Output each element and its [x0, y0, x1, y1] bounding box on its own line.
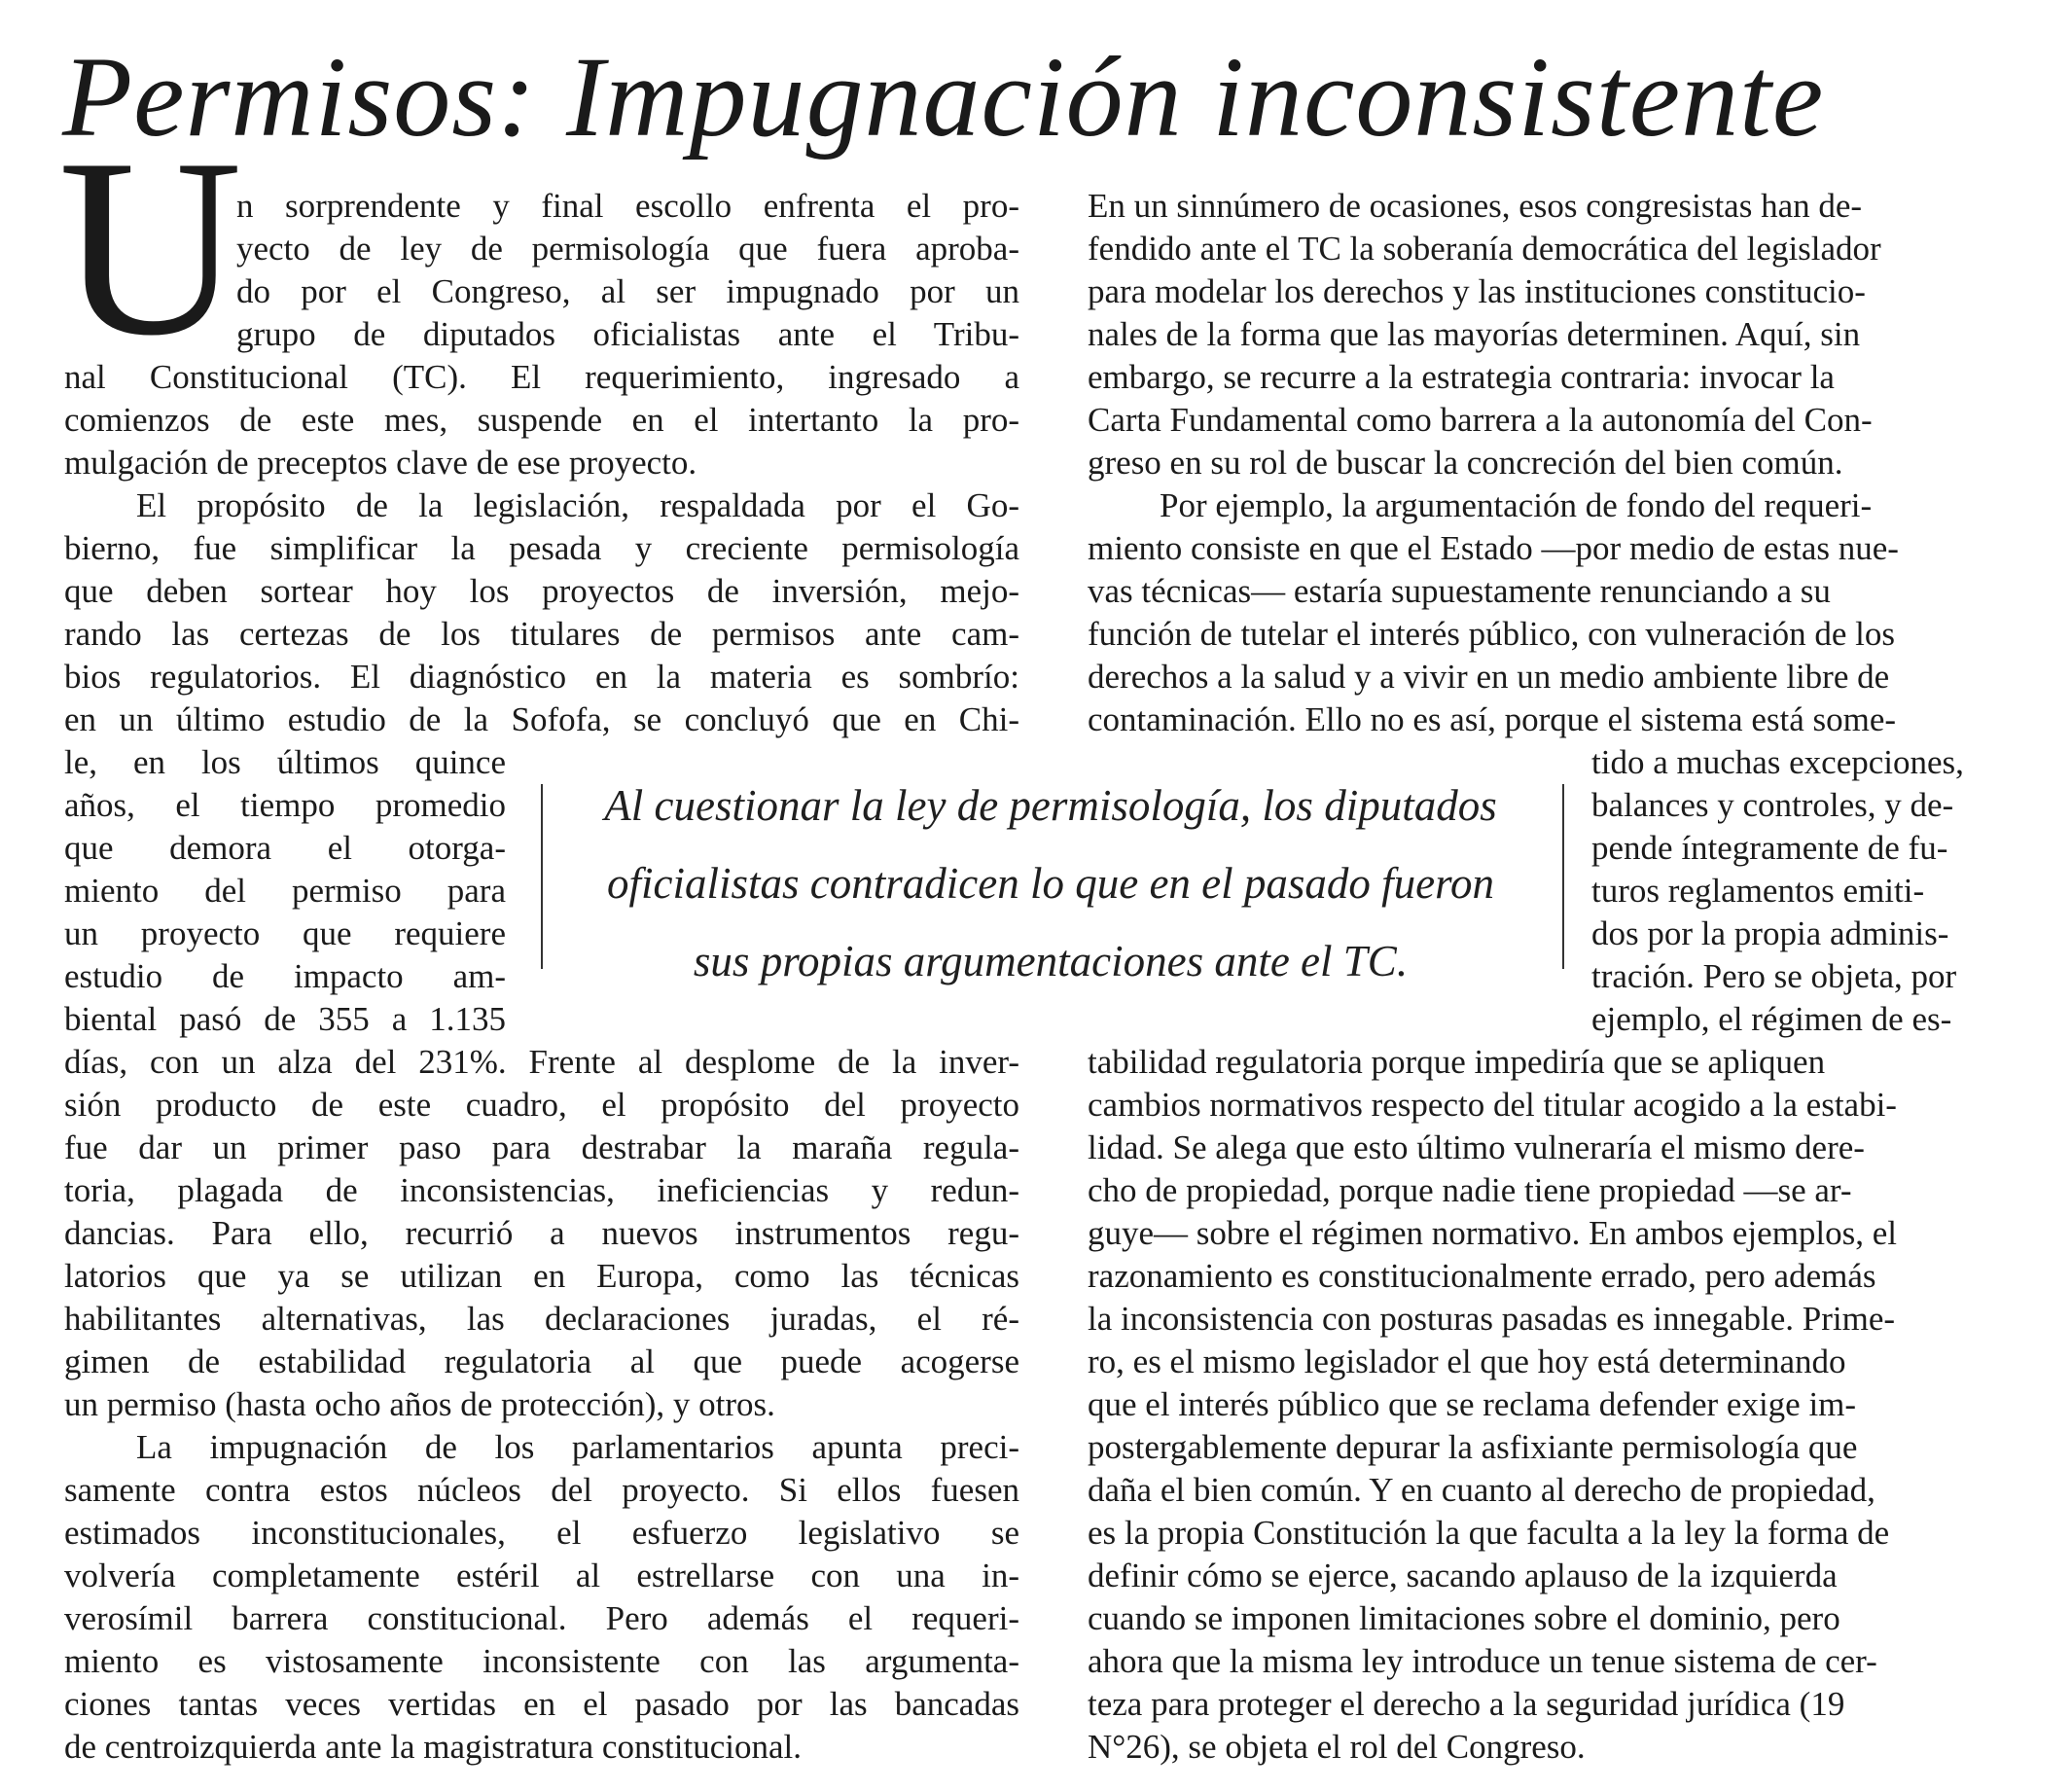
pull-quote-line: sus propias argumentaciones ante el TC.	[693, 937, 1409, 985]
text-line: latorios que ya se utilizan en Europa, como las técnicas	[64, 1257, 1019, 1295]
pull-quote-line: Al cuestionar la ley de permisología, los diputados	[604, 781, 1497, 830]
text-line: ro, es el mismo legislador el que hoy está determinando	[1088, 1342, 1846, 1380]
text-line: samente contra estos núcleos del proyecto. Si ellos fuesen	[64, 1471, 1019, 1509]
text-line: cho de propiedad, porque nadie tiene propiedad —se ar-	[1088, 1171, 1852, 1209]
text-line: teza para proteger el derecho a la seguridad jurídica (19	[1088, 1685, 1845, 1723]
text-line: gimen de estabilidad regulatoria al que puede acogerse	[64, 1342, 1019, 1380]
text-line: postergablemente depurar la asfixiante permisología que	[1088, 1428, 1858, 1466]
text-line: que deben sortear hoy los proyectos de inversión, mejo-	[64, 572, 1019, 610]
text-line: biental pasó de 355 a 1.135	[64, 1000, 506, 1038]
text-line: contaminación. Ello no es así, porque el sistema está some-	[1088, 700, 1897, 738]
text-line: dancias. Para ello, recurrió a nuevos instrumentos regu-	[64, 1214, 1019, 1252]
text-line: miento es vistosamente inconsistente con las argumenta-	[64, 1642, 1019, 1680]
text-line: dos por la propia adminis-	[1591, 914, 1949, 952]
text-line: cuando se imponen limitaciones sobre el dominio, pero	[1088, 1599, 1840, 1637]
text-line: yecto de ley de permisología que fuera aproba-	[236, 230, 1019, 268]
text-line: La impugnación de los parlamentarios apunta preci-	[136, 1428, 1019, 1466]
text-line: balances y controles, y de-	[1591, 786, 1954, 824]
text-line: un proyecto que requiere	[64, 914, 506, 952]
text-line: do por el Congreso, al ser impugnado por un	[236, 272, 1019, 310]
text-line: vas técnicas— estaría supuestamente renunciando a su	[1088, 572, 1831, 610]
text-line: la inconsistencia con posturas pasadas es innegable. Prime-	[1088, 1300, 1896, 1338]
text-line: en un último estudio de la Sofofa, se concluyó que en Chi-	[64, 700, 1019, 738]
text-line: guye— sobre el régimen normativo. En ambos ejemplos, el	[1088, 1214, 1898, 1252]
drop-cap: U	[58, 106, 243, 388]
text-line: nales de la forma que las mayorías determinen. Aquí, sin	[1088, 315, 1861, 353]
text-line: ciones tantas veces vertidas en el pasado por las bancadas	[64, 1685, 1019, 1723]
text-line: sión producto de este cuadro, el propósito del proyecto	[64, 1086, 1019, 1124]
text-line: un permiso (hasta ocho años de protección), y otros.	[64, 1385, 775, 1423]
text-line: para modelar los derechos y las instituciones constitucio-	[1088, 272, 1866, 310]
text-line: comienzos de este mes, suspende en el intertanto la pro-	[64, 401, 1019, 439]
text-line: es la propia Constitución la que faculta a la ley la forma de	[1088, 1514, 1890, 1552]
text-line: n sorprendente y final escollo enfrenta el pro-	[236, 187, 1019, 225]
text-line: bierno, fue simplificar la pesada y creciente permisología	[64, 529, 1019, 567]
pull-quote-rule-left	[541, 784, 543, 969]
text-line: miento del permiso para	[64, 872, 506, 910]
text-line: rando las certezas de los titulares de permisos ante cam-	[64, 615, 1019, 653]
text-line: habilitantes alternativas, las declaraciones juradas, el ré-	[64, 1300, 1019, 1338]
text-line: turos reglamentos emiti-	[1591, 872, 1925, 910]
text-line: que demora el otorga-	[64, 829, 506, 867]
text-line: En un sinnúmero de ocasiones, esos congresistas han de-	[1088, 187, 1863, 225]
text-line: miento consiste en que el Estado —por medio de estas nue-	[1088, 529, 1899, 567]
text-line: grupo de diputados oficialistas ante el Tribu-	[236, 315, 1019, 353]
text-line: estudio de impacto am-	[64, 957, 506, 995]
headline: Permisos: Impugnación inconsistente	[62, 33, 1825, 161]
text-line: lidad. Se alega que esto último vulneraría el mismo dere-	[1088, 1128, 1865, 1166]
text-line: greso en su rol de buscar la concreción del bien común.	[1088, 444, 1843, 482]
text-line: ahora que la misma ley introduce un tenue sistema de cer-	[1088, 1642, 1877, 1680]
pull-quote-line: oficialistas contradicen lo que en el pasado fueron	[607, 859, 1494, 908]
text-line: fendido ante el TC la soberanía democrática del legislador	[1088, 230, 1881, 268]
text-line: N°26), se objeta el rol del Congreso.	[1088, 1728, 1586, 1766]
text-line: definir cómo se ejerce, sacando aplauso de la izquierda	[1088, 1557, 1838, 1594]
text-line: le, en los últimos quince	[64, 743, 506, 781]
text-line: daña el bien común. Y en cuanto al derecho de propiedad,	[1088, 1471, 1876, 1509]
pull-quote-rule-right	[1562, 784, 1564, 969]
text-line: años, el tiempo promedio	[64, 786, 506, 824]
text-line: Carta Fundamental como barrera a la autonomía del Con-	[1088, 401, 1873, 439]
text-line: volvería completamente estéril al estrellarse con una in-	[64, 1557, 1019, 1594]
text-line: razonamiento es constitucionalmente errado, pero además	[1088, 1257, 1876, 1295]
text-line: El propósito de la legislación, respaldada por el Go-	[136, 486, 1019, 524]
text-line: función de tutelar el interés público, con vulneración de los	[1088, 615, 1896, 653]
text-line: Por ejemplo, la argumentación de fondo del requeri-	[1160, 486, 1873, 524]
text-line: tabilidad regulatoria porque impediría que se apliquen	[1088, 1043, 1826, 1081]
text-line: derechos a la salud y a vivir en un medio ambiente libre de	[1088, 658, 1890, 696]
text-line: fue dar un primer paso para destrabar la maraña regula-	[64, 1128, 1019, 1166]
text-line: ejemplo, el régimen de es-	[1591, 1000, 1952, 1038]
text-line: días, con un alza del 231%. Frente al desplome de la inver-	[64, 1043, 1019, 1081]
text-line: embargo, se recurre a la estrategia contraria: invocar la	[1088, 358, 1835, 396]
text-line: pende íntegramente de fu-	[1591, 829, 1948, 867]
text-line: verosímil barrera constitucional. Pero además el requeri-	[64, 1599, 1019, 1637]
text-line: toria, plagada de inconsistencias, ineficiencias y redun-	[64, 1171, 1019, 1209]
text-line: que el interés público que se reclama defender exige im-	[1088, 1385, 1857, 1423]
text-line: de centroizquierda ante la magistratura constitucional.	[64, 1728, 803, 1766]
text-line: cambios normativos respecto del titular acogido a la estabi-	[1088, 1086, 1897, 1124]
text-line: bios regulatorios. El diagnóstico en la materia es sombrío:	[64, 658, 1019, 696]
text-line: mulgación de preceptos clave de ese proyecto.	[64, 444, 697, 482]
text-line: estimados inconstitucionales, el esfuerzo legislativo se	[64, 1514, 1019, 1552]
text-line: tración. Pero se objeta, por	[1591, 957, 1957, 995]
text-line: tido a muchas excepciones,	[1591, 743, 1964, 781]
text-line: nal Constitucional (TC). El requerimiento, ingresado a	[64, 358, 1019, 396]
